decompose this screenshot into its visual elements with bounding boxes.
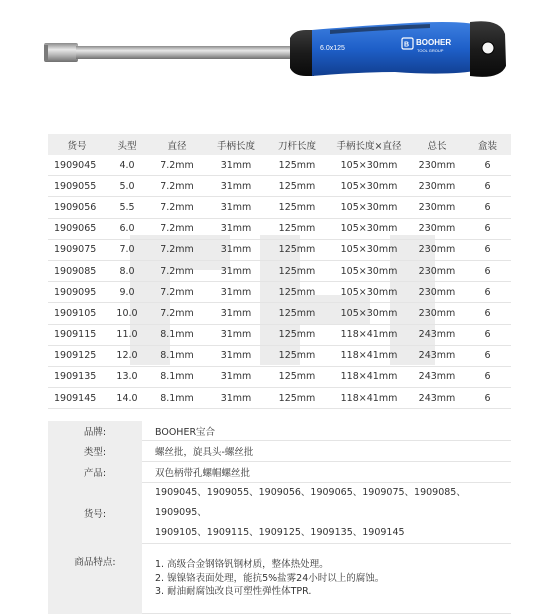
table-cell: 8.1mm bbox=[148, 324, 206, 345]
product-label: 产品: bbox=[48, 462, 142, 483]
table-row bbox=[48, 260, 511, 281]
table-cell: 1909115 bbox=[48, 324, 106, 345]
table-row bbox=[48, 176, 511, 197]
table-cell: 9.0 bbox=[106, 282, 148, 303]
spec-header-cell: 直径 bbox=[148, 134, 206, 155]
table-cell: 8.0 bbox=[106, 260, 148, 281]
table-row bbox=[48, 155, 511, 176]
table-cell: 125mm bbox=[266, 303, 328, 324]
table-row bbox=[48, 239, 511, 260]
table-cell: 125mm bbox=[266, 345, 328, 366]
table-cell: 7.2mm bbox=[148, 218, 206, 239]
table-row bbox=[48, 366, 511, 387]
info-row-codes bbox=[48, 483, 511, 544]
table-cell: 1909145 bbox=[48, 388, 106, 409]
table-cell: 31mm bbox=[206, 197, 266, 218]
table-cell: 230mm bbox=[410, 282, 464, 303]
table-row bbox=[48, 324, 511, 345]
svg-text:BOOHER: BOOHER bbox=[416, 38, 452, 47]
table-cell: 31mm bbox=[206, 260, 266, 281]
svg-text:TOOL GROUP: TOOL GROUP bbox=[417, 48, 444, 53]
table-cell: 7.0 bbox=[106, 239, 148, 260]
table-cell: 125mm bbox=[266, 239, 328, 260]
table-cell: 105×30mm bbox=[328, 239, 410, 260]
table-cell: 10.0 bbox=[106, 303, 148, 324]
table-row bbox=[48, 218, 511, 239]
table-cell: 7.2mm bbox=[148, 155, 206, 176]
features-label: 商品特点: bbox=[48, 544, 142, 614]
table-cell: 31mm bbox=[206, 388, 266, 409]
table-cell: 1909105 bbox=[48, 303, 106, 324]
product-value: 双色柄带孔螺帽螺丝批 bbox=[142, 462, 511, 483]
table-cell: 105×30mm bbox=[328, 176, 410, 197]
table-cell: 1909135 bbox=[48, 366, 106, 387]
table-cell: 6 bbox=[464, 388, 511, 409]
table-cell: 1909065 bbox=[48, 218, 106, 239]
table-cell: 31mm bbox=[206, 366, 266, 387]
handle-collar bbox=[290, 30, 314, 76]
spec-table bbox=[48, 134, 511, 409]
table-cell: 1909055 bbox=[48, 176, 106, 197]
table-cell: 7.2mm bbox=[148, 260, 206, 281]
table-cell: 125mm bbox=[266, 324, 328, 345]
table-cell: 118×41mm bbox=[328, 366, 410, 387]
type-value: 螺丝批，旋具头-螺丝批 bbox=[142, 441, 511, 462]
table-cell: 243mm bbox=[410, 388, 464, 409]
info-row-type bbox=[48, 441, 511, 462]
table-row bbox=[48, 345, 511, 366]
table-cell: 125mm bbox=[266, 176, 328, 197]
table-cell: 31mm bbox=[206, 155, 266, 176]
table-cell: 7.2mm bbox=[148, 176, 206, 197]
nut-driver-image bbox=[0, 0, 559, 118]
table-cell: 1909125 bbox=[48, 345, 106, 366]
spec-header-cell: 货号 bbox=[48, 134, 106, 155]
table-cell: 118×41mm bbox=[328, 345, 410, 366]
table-cell: 8.1mm bbox=[148, 345, 206, 366]
table-cell: 6.0 bbox=[106, 218, 148, 239]
table-cell: 125mm bbox=[266, 388, 328, 409]
table-cell: 125mm bbox=[266, 366, 328, 387]
table-cell: 118×41mm bbox=[328, 324, 410, 345]
code-line-1: 1909045、1909055、1909056、1909065、1909075、1909085、1909095、 bbox=[155, 487, 466, 518]
info-table bbox=[48, 421, 511, 614]
table-cell: 8.1mm bbox=[148, 366, 206, 387]
table-cell: 1909075 bbox=[48, 239, 106, 260]
table-cell: 31mm bbox=[206, 176, 266, 197]
table-cell: 230mm bbox=[410, 197, 464, 218]
table-cell: 6 bbox=[464, 218, 511, 239]
table-cell: 118×41mm bbox=[328, 388, 410, 409]
brand-label: 品牌: bbox=[48, 421, 142, 441]
table-cell: 230mm bbox=[410, 303, 464, 324]
table-cell: 6 bbox=[464, 176, 511, 197]
spec-header-cell: 刀杆长度 bbox=[266, 134, 328, 155]
table-cell: 243mm bbox=[410, 366, 464, 387]
shaft bbox=[76, 46, 294, 59]
table-cell: 7.2mm bbox=[148, 303, 206, 324]
spec-table-header bbox=[48, 134, 511, 155]
table-cell: 12.0 bbox=[106, 345, 148, 366]
table-cell: 7.2mm bbox=[148, 197, 206, 218]
table-cell: 6 bbox=[464, 155, 511, 176]
table-cell: 6 bbox=[464, 239, 511, 260]
table-cell: 230mm bbox=[410, 239, 464, 260]
feature-item: 3. 耐油耐腐蚀改良可塑性弹性体TPR. bbox=[155, 586, 312, 598]
table-cell: 13.0 bbox=[106, 366, 148, 387]
table-row bbox=[48, 388, 511, 409]
socket-tip bbox=[44, 43, 78, 62]
feature-item: 1. 高级合金钢铬钒钢材质，整体热处理。 bbox=[155, 559, 329, 571]
table-cell: 8.1mm bbox=[148, 388, 206, 409]
table-cell: 31mm bbox=[206, 239, 266, 260]
table-cell: 230mm bbox=[410, 155, 464, 176]
info-row-features bbox=[48, 544, 511, 614]
table-cell: 1909045 bbox=[48, 155, 106, 176]
svg-text:B: B bbox=[404, 41, 410, 49]
table-cell: 6 bbox=[464, 366, 511, 387]
table-cell: 105×30mm bbox=[328, 260, 410, 281]
table-cell: 6 bbox=[464, 345, 511, 366]
table-cell: 1909095 bbox=[48, 282, 106, 303]
table-cell: 125mm bbox=[266, 282, 328, 303]
table-cell: 7.2mm bbox=[148, 239, 206, 260]
table-cell: 14.0 bbox=[106, 388, 148, 409]
shaft-marking: 6.0x125 bbox=[320, 45, 345, 52]
table-cell: 230mm bbox=[410, 260, 464, 281]
table-cell: 105×30mm bbox=[328, 303, 410, 324]
table-cell: 105×30mm bbox=[328, 155, 410, 176]
table-cell: 6 bbox=[464, 324, 511, 345]
table-cell: 6 bbox=[464, 303, 511, 324]
table-cell: 243mm bbox=[410, 324, 464, 345]
spec-header-cell: 总长 bbox=[410, 134, 464, 155]
table-cell: 1909085 bbox=[48, 260, 106, 281]
feature-item: 2. 镍镍铬表面处理，能抗5%盐雾24小时以上的腐蚀。 bbox=[155, 572, 385, 584]
table-cell: 4.0 bbox=[106, 155, 148, 176]
table-cell: 6 bbox=[464, 260, 511, 281]
info-row-brand bbox=[48, 421, 511, 441]
table-cell: 7.2mm bbox=[148, 282, 206, 303]
table-cell: 125mm bbox=[266, 197, 328, 218]
spec-header-cell: 手柄长度×直径 bbox=[328, 134, 410, 155]
table-cell: 125mm bbox=[266, 155, 328, 176]
table-row bbox=[48, 303, 511, 324]
table-cell: 230mm bbox=[410, 218, 464, 239]
hanging-hole bbox=[482, 42, 494, 54]
table-cell: 105×30mm bbox=[328, 197, 410, 218]
table-cell: 11.0 bbox=[106, 324, 148, 345]
table-cell: 105×30mm bbox=[328, 282, 410, 303]
table-cell: 1909056 bbox=[48, 197, 106, 218]
table-cell: 6 bbox=[464, 197, 511, 218]
table-cell: 31mm bbox=[206, 218, 266, 239]
table-row bbox=[48, 282, 511, 303]
table-cell: 125mm bbox=[266, 260, 328, 281]
table-cell: 5.5 bbox=[106, 197, 148, 218]
info-row-product bbox=[48, 462, 511, 483]
table-cell: 125mm bbox=[266, 218, 328, 239]
table-cell: 230mm bbox=[410, 176, 464, 197]
code-label: 货号: bbox=[48, 483, 142, 544]
type-label: 类型: bbox=[48, 441, 142, 462]
table-cell: 5.0 bbox=[106, 176, 148, 197]
table-cell: 31mm bbox=[206, 282, 266, 303]
spec-header-cell: 手柄长度 bbox=[206, 134, 266, 155]
brand-value: BOOHER宝合 bbox=[142, 421, 511, 441]
table-row bbox=[48, 197, 511, 218]
table-cell: 6 bbox=[464, 282, 511, 303]
code-line-2: 1909105、1909115、1909125、1909135、1909145 bbox=[155, 527, 405, 538]
table-cell: 31mm bbox=[206, 345, 266, 366]
spec-header-cell: 头型 bbox=[106, 134, 148, 155]
spec-header-cell: 盒装 bbox=[464, 134, 511, 155]
table-cell: 31mm bbox=[206, 303, 266, 324]
table-cell: 105×30mm bbox=[328, 218, 410, 239]
table-cell: 243mm bbox=[410, 345, 464, 366]
table-cell: 31mm bbox=[206, 324, 266, 345]
